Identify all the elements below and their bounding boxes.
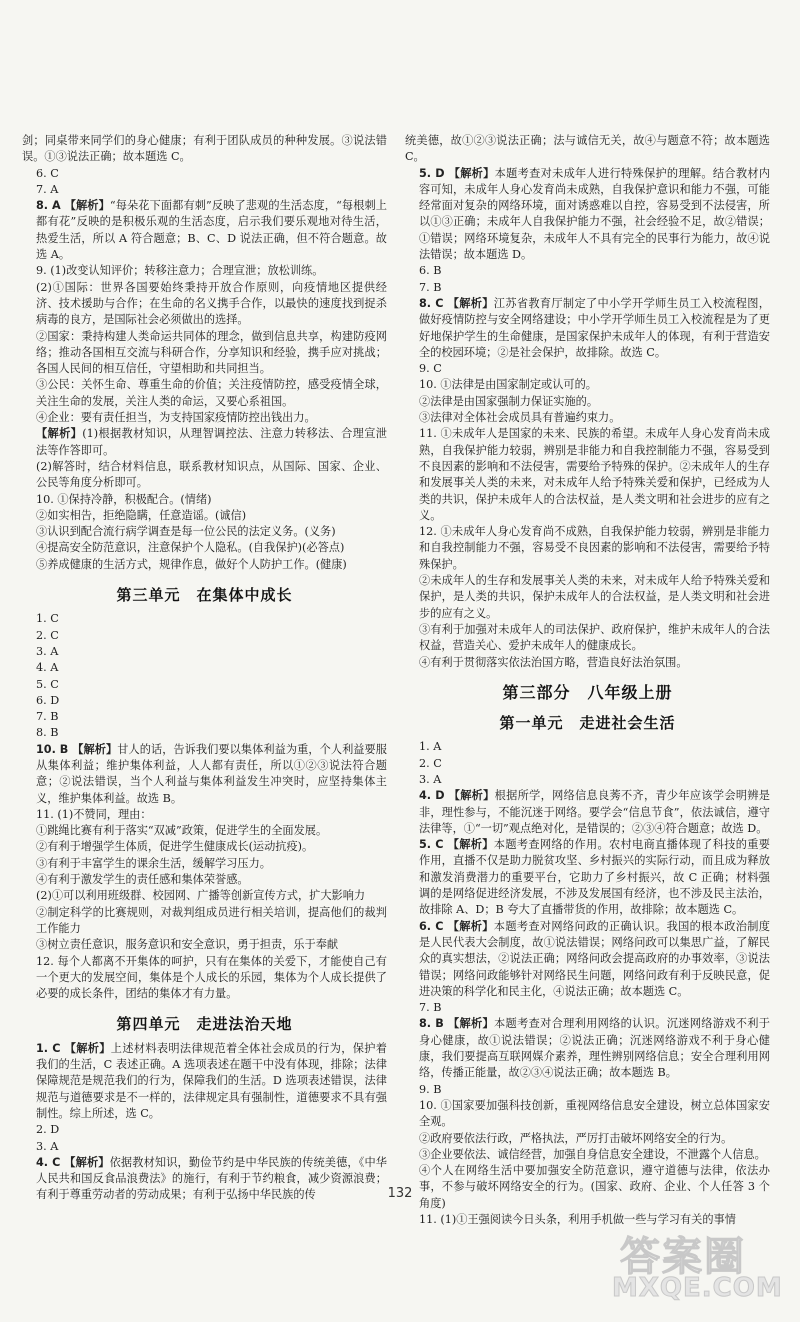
answer-text: ①跳绳比赛有利于落实“双减”政策，促进学生的全面发展。 [36, 824, 328, 838]
answer-item [22, 557, 387, 573]
answer-text: 7. B [419, 1001, 442, 1015]
answer-item [405, 788, 770, 837]
answer-text: 10. ①保持冷静，积极配合。(情绪) [36, 492, 212, 506]
answer-item [405, 622, 770, 655]
answer-item [405, 133, 770, 166]
answer-item [22, 508, 387, 524]
answer-text: ③有利于丰富学生的课余生活，缓解学习压力。 [36, 856, 271, 870]
answer-text: ②未成年人的生存和发展事关人类的未来，对未成年人给予特殊关爱和保护，是人类的共识，保护未成年人的合法权益，是人类文明和社会进步的应有之义。 [419, 574, 770, 620]
watermark-logo-text: 答案圈 [620, 1234, 746, 1280]
answer-text: 3. A [419, 772, 442, 786]
answer-item [405, 739, 770, 755]
answer-item [22, 872, 387, 888]
answer-item [22, 677, 387, 693]
answer-item [22, 329, 387, 378]
answer-text: ③企业要依法、诚信经营，加强自身信息安全建设，不泄露个人信息。 [419, 1147, 766, 1161]
answer-item [405, 166, 770, 264]
answer-text: 4. A [36, 661, 59, 675]
answer-item [405, 1082, 770, 1098]
answer-text: ③认识到配合流行病学调查是每一位公民的法定义务。(义务) [36, 525, 336, 539]
answer-text: ②如实相告，拒绝隐瞒，任意造谣。(诚信) [36, 508, 247, 522]
answer-item [405, 837, 770, 918]
answer-tag: 5. C 【解析】 [419, 838, 494, 852]
answer-text: 上述材料表明法律规范着全体社会成员的行为，保护着我们的生活，C 表述正确。A 选项表述在题干中没有体现，排除；法律保障规范是规范我们的行为，保障我们的生活。D 选项表述错误，法律规范与道德要求是不一样的，法律规定具有强制性，道德要求不具有强制性。综上所述，选 C。 [36, 1041, 387, 1120]
answer-item [405, 1147, 770, 1163]
answer-item [405, 1098, 770, 1131]
section-heading: 第三部分 八年级上册 [502, 682, 673, 702]
answer-text: ④有利于贯彻落实依法治国方略，营造良好法治氛围。 [419, 655, 688, 669]
answer-item [22, 492, 387, 508]
answer-text: 2. D [36, 1123, 60, 1137]
answer-item [22, 410, 387, 426]
answer-item [405, 1000, 770, 1016]
answer-tag: 1. C 【解析】 [36, 1041, 111, 1055]
answer-text: 2. C [419, 756, 442, 770]
answer-item [22, 1139, 387, 1155]
answer-text: 剑；同桌带来同学们的身心健康；有利于团队成员的种种发展。③说法错误。①③说法正确；故本题选 C。 [22, 134, 387, 164]
answer-text: 7. B [419, 280, 442, 294]
answer-text: 2. C [36, 628, 59, 642]
answer-item [22, 611, 387, 627]
answer-tag: 8. C 【解析】 [419, 296, 494, 310]
answer-item [405, 1131, 770, 1147]
answer-item [405, 573, 770, 622]
answer-text: ③有利于加强对未成年人的司法保护、政府保护，维护未成年人的合法权益，营造关心、爱护未成年人的健康成长。 [419, 622, 770, 653]
answer-item [22, 166, 387, 182]
answer-item [22, 839, 387, 855]
answer-text: ④企业：要有责任担当，为支持国家疫情防控出钱出力。 [36, 411, 316, 425]
answer-item [22, 660, 387, 676]
answer-item [22, 459, 387, 492]
answer-item [22, 693, 387, 709]
answer-item [22, 807, 387, 823]
answer-text: 统美德，故①②③说法正确；法与诚信无关，故④与题意不符；故本题选 C。 [405, 134, 770, 164]
answer-item [405, 410, 770, 426]
answer-text: 9. B [419, 1082, 442, 1096]
answer-item [405, 361, 770, 377]
answer-text: 8. B [36, 726, 59, 740]
answer-text: 5. C [36, 677, 59, 691]
answer-text: 7. B [36, 710, 59, 724]
answer-item [22, 725, 387, 741]
answer-item [405, 756, 770, 772]
answer-item [22, 280, 387, 329]
answer-item [405, 1016, 770, 1081]
answer-item [22, 856, 387, 872]
answer-text: (2)①国际：世界各国要始终秉持开放合作原则，向疫情地区提供经济、技术援助与合作；在生命的名义携手合作，以最快的速度找到捉杀病毒的良方，是国际社会必须做出的选择。 [36, 280, 387, 327]
answer-text: 12. 每个人都离不开集体的呵护，只有在集体的关爱下，才能使自己有一个更大的发展空间，集体是个人成长的乐园，集体为个人成长提供了必要的成长条件，团结的集体才有力量。 [36, 954, 387, 1001]
answer-text: 1. C [36, 612, 59, 626]
answer-item [22, 1122, 387, 1138]
section-heading: 第一单元 走进社会生活 [499, 714, 676, 733]
answer-item [22, 709, 387, 725]
answer-text: 7. A [36, 182, 59, 196]
answer-item [22, 742, 387, 807]
answer-item [22, 540, 387, 556]
answer-text: 3. A [36, 644, 59, 658]
answer-text: ②制定科学的比赛规则，对裁判组成员进行相关培训，提高他们的裁判工作能力 [36, 905, 387, 935]
answer-text: 11. (1)不赞同，理由： [36, 807, 152, 821]
answer-text: 9. C [419, 362, 442, 376]
section-heading: 第三单元 在集体中成长 [116, 586, 293, 605]
answer-text: (2)解答时，结合材料信息，联系教材知识点，从国际、国家、企业、公民等角度分析即可。 [36, 459, 387, 490]
answer-text: ③公民：关怀生命、尊重生命的价值；关注疫情防控，感受疫情全球，关注生命的发展，关注人类的命运，又要心系祖国。 [36, 378, 387, 408]
answer-text: ③树立责任意识，服务意识和安全意识，勇于担责，乐于奉献 [36, 938, 339, 952]
answer-text: 6. B [419, 264, 442, 278]
answer-tag: 6. C 【解析】 [419, 919, 494, 933]
right-column [405, 133, 770, 1228]
answer-tag: 8. B 【解析】 [419, 1017, 495, 1031]
answer-text: 6. D [36, 693, 60, 707]
answer-item [22, 426, 387, 459]
answer-text: 10. ①法律是由国家制定或认可的。 [419, 378, 597, 392]
answer-text: ③法律对全体社会成员具有普遍约束力。 [419, 411, 621, 425]
answer-text: 11. (1)①王强阅读今日头条，利用手机做一些与学习有关的事情 [419, 1213, 736, 1226]
answer-text: ②法律是由国家强制力保证实施的。 [419, 394, 599, 408]
answer-text: 11. ①未成年人是国家的未来、民族的希望。未成年人身心发育尚未成熟，自我保护能力较弱，辨别是非能力和自我控制能力不强，容易受到不良因素的影响和不法侵害，需要给予特殊的保护。②未成年人的生存和发展事关人类的未来，对未成年人给予特殊关爱和保护，已经成为人类的共识，保护未成年人的合法权益，是人类文明和社会进步的应有之义。 [419, 427, 770, 522]
answer-item [22, 182, 387, 198]
answer-tag: 8. A 【解析】 [36, 199, 110, 213]
left-column [22, 133, 387, 1204]
answer-text: ②有利于增强学生体质，促进学生健康成长(运动抗疫)。 [36, 840, 314, 854]
answer-item [22, 644, 387, 660]
answer-text: ④有利于激发学生的责任感和集体荣誉感。 [36, 873, 249, 887]
answer-item [405, 655, 770, 671]
answer-item [22, 937, 387, 953]
answer-text: (2)①可以利用班级群、校园网、广播等创新宣传方式，扩大影响力 [36, 889, 366, 903]
answer-text: 1. A [419, 740, 442, 754]
answer-text: 12. ①未成年人身心发育尚不成熟，自我保护能力较弱，辨别是非能力和自我控制能力不强，容易受不良因素的影响和不法侵害，需要给予特殊保护。 [419, 525, 770, 571]
answer-tag: 5. D 【解析】 [419, 166, 495, 180]
answer-text: “每朵花下面都有刺”反映了悲观的生活态度，“每根刺上都有花”反映的是积极乐观的生活态度，启示我们要乐观地对待生活，热爱生活，所以 A 符合题意；B、C、D 说法正确，但不符合题意。故选 A。 [36, 199, 387, 262]
answer-tag: 4. C 【解析】 [36, 1155, 110, 1169]
answer-text: 本题考查网络的作用。农村电商直播体现了科技的重要作用，直播不仅是助力脱贫攻坚、乡村振兴的实际行动，而且成为释放和激发消费潜力的重要平台，它助力了乡村振兴，故 C 正确；材料强调的是网络促进经济发展，不涉及发展国有经济，也不涉及民主法治，故排除 A、D；B 夸大了直播带货的作用，故排除；故本题选 C。 [419, 838, 770, 917]
answer-item [22, 954, 387, 1003]
page-number: 132 [387, 1186, 413, 1201]
answer-text: 本题考查对未成年人进行特殊保护的理解。结合教材内容可知，未成年人身心发育尚未成熟，自我保护意识和能力不强，可能经常面对复杂的网络环境，面对诱惑难以自控，容易受到不法侵害，所以①③正确；未成年人自我保护能力不强，社会经验不足，故②错误；①错误；网络环境复杂，未成年人不具有完全的民事行为能力，故④说法错误；故本题选 D。 [419, 166, 770, 262]
answer-item [405, 919, 770, 1000]
answer-item [405, 394, 770, 410]
answer-text: ⑤养成健康的生活方式，规律作息，做好个人防护工作。(健康) [36, 557, 347, 571]
answer-item [405, 524, 770, 573]
answer-item [405, 296, 770, 361]
answer-text: 甘人的话，告诉我们要以集体利益为重，个人利益要服从集体利益；维护集体利益，人人都有责任，所以①②③说法符合题意；②说法错误，当个人利益与集体利益发生冲突时，应坚持集体主义，维护集体利益。故选 B。 [36, 742, 387, 805]
answer-item [22, 1041, 387, 1122]
answer-text: (1)根据教材知识，从理智调控法、注意力转移法、合理宣泄法等作答即可。 [36, 427, 387, 457]
section-heading: 第四单元 走进法治天地 [116, 1015, 293, 1034]
answer-item [405, 280, 770, 296]
answer-text: 6. C [36, 166, 59, 180]
answer-text: 10. ①国家要加强科技创新，重视网络信息安全建设，树立总体国家安全观。 [419, 1098, 770, 1129]
answer-text: 依据教材知识，勤俭节约是中华民族的传统美德，《中华人民共和国反食品浪费法》的施行，有利于节约粮食，减少资源浪费；有利于尊重劳动者的劳动成果；有利于弘扬中华民族的传 [36, 1155, 387, 1202]
answer-tag: 4. D 【解析】 [419, 789, 495, 803]
answer-item [405, 772, 770, 788]
answer-item [22, 905, 387, 938]
answer-item [22, 263, 387, 279]
answer-item [22, 377, 387, 410]
answer-text: 本题考查对合理利用网络的认识。沉迷网络游戏不利于身心健康，故①说法错误；②说法正确；沉迷网络游戏不利于身心健康，我们要提高互联网媒介素养，理性辨别网络信息；安全合理利用网络，传播正能量，故②③④说法正确；故本题选 B。 [419, 1017, 770, 1080]
answer-text: ④提高安全防范意识，注意保护个人隐私。(自我保护)(必答点) [36, 541, 345, 555]
answer-item [405, 426, 770, 524]
answer-item [22, 133, 387, 166]
answer-text: 根据所学，网络信息良莠不齐，青少年应该学会明辨是非，理性参与，不能沉迷于网络。要学会“信息节食”，依法诚信，遵守法律等，①“一切”观点绝对化，是错误的；②③④符合题意；故选 D。 [419, 789, 770, 835]
answer-tag: 10. B 【解析】 [36, 742, 118, 756]
answer-item [22, 888, 387, 904]
answer-text: 江苏省教育厅制定了中小学开学师生员工入校流程图，做好疫情防控与安全网络建设；中小学开学师生员工入校流程是为了更好地保护学生的生命健康，是国家保护未成年人的体现，有利于营造安全的校园环境；②是社会保护，故排除。故选 C。 [419, 296, 770, 359]
answer-text: ④个人在网络生活中要加强安全防范意识，遵守道德与法律，依法办事，不参与破坏网络安全的行为。(国家、政府、企业、个人任答 3 个角度) [419, 1164, 770, 1210]
answer-text: 3. A [36, 1139, 59, 1153]
answer-item [22, 823, 387, 839]
watermark-logo [612, 1225, 782, 1305]
answer-tag: 【解析】 [36, 427, 83, 441]
watermark-site-text: MXQE.COM [612, 1273, 783, 1303]
answer-text: ②政府要依法行政，严格执法，严厉打击破坏网络安全的行为。 [419, 1131, 733, 1145]
answer-item [22, 198, 387, 263]
answer-item [22, 524, 387, 540]
answer-text: 本题考查对网络问政的正确认识。我国的根本政治制度是人民代表大会制度，故①说法错误；网络问政可以集思广益，了解民众的真实想法，②说法正确；网络问政会提高政府的办事效率，③说法错误；网络问政能够针对网络民生问题，网络问政有利于反映民意，促进决策的科学化和民主化，④说法正确；故本题选 C。 [419, 919, 770, 998]
answer-text: 9. (1)改变认知评价；转移注意力；合理宣泄；放松训练。 [36, 264, 324, 278]
answer-item [405, 263, 770, 279]
answer-item [22, 628, 387, 644]
answer-item [405, 377, 770, 393]
answer-text: ②国家：秉持构建人类命运共同体的理念，做到信息共享，构建防疫网络；推动各国相互交流与科研合作，分享知识和经验，携手应对挑战；各国人民间的相互信任，守望相助和共同担当。 [36, 329, 387, 376]
